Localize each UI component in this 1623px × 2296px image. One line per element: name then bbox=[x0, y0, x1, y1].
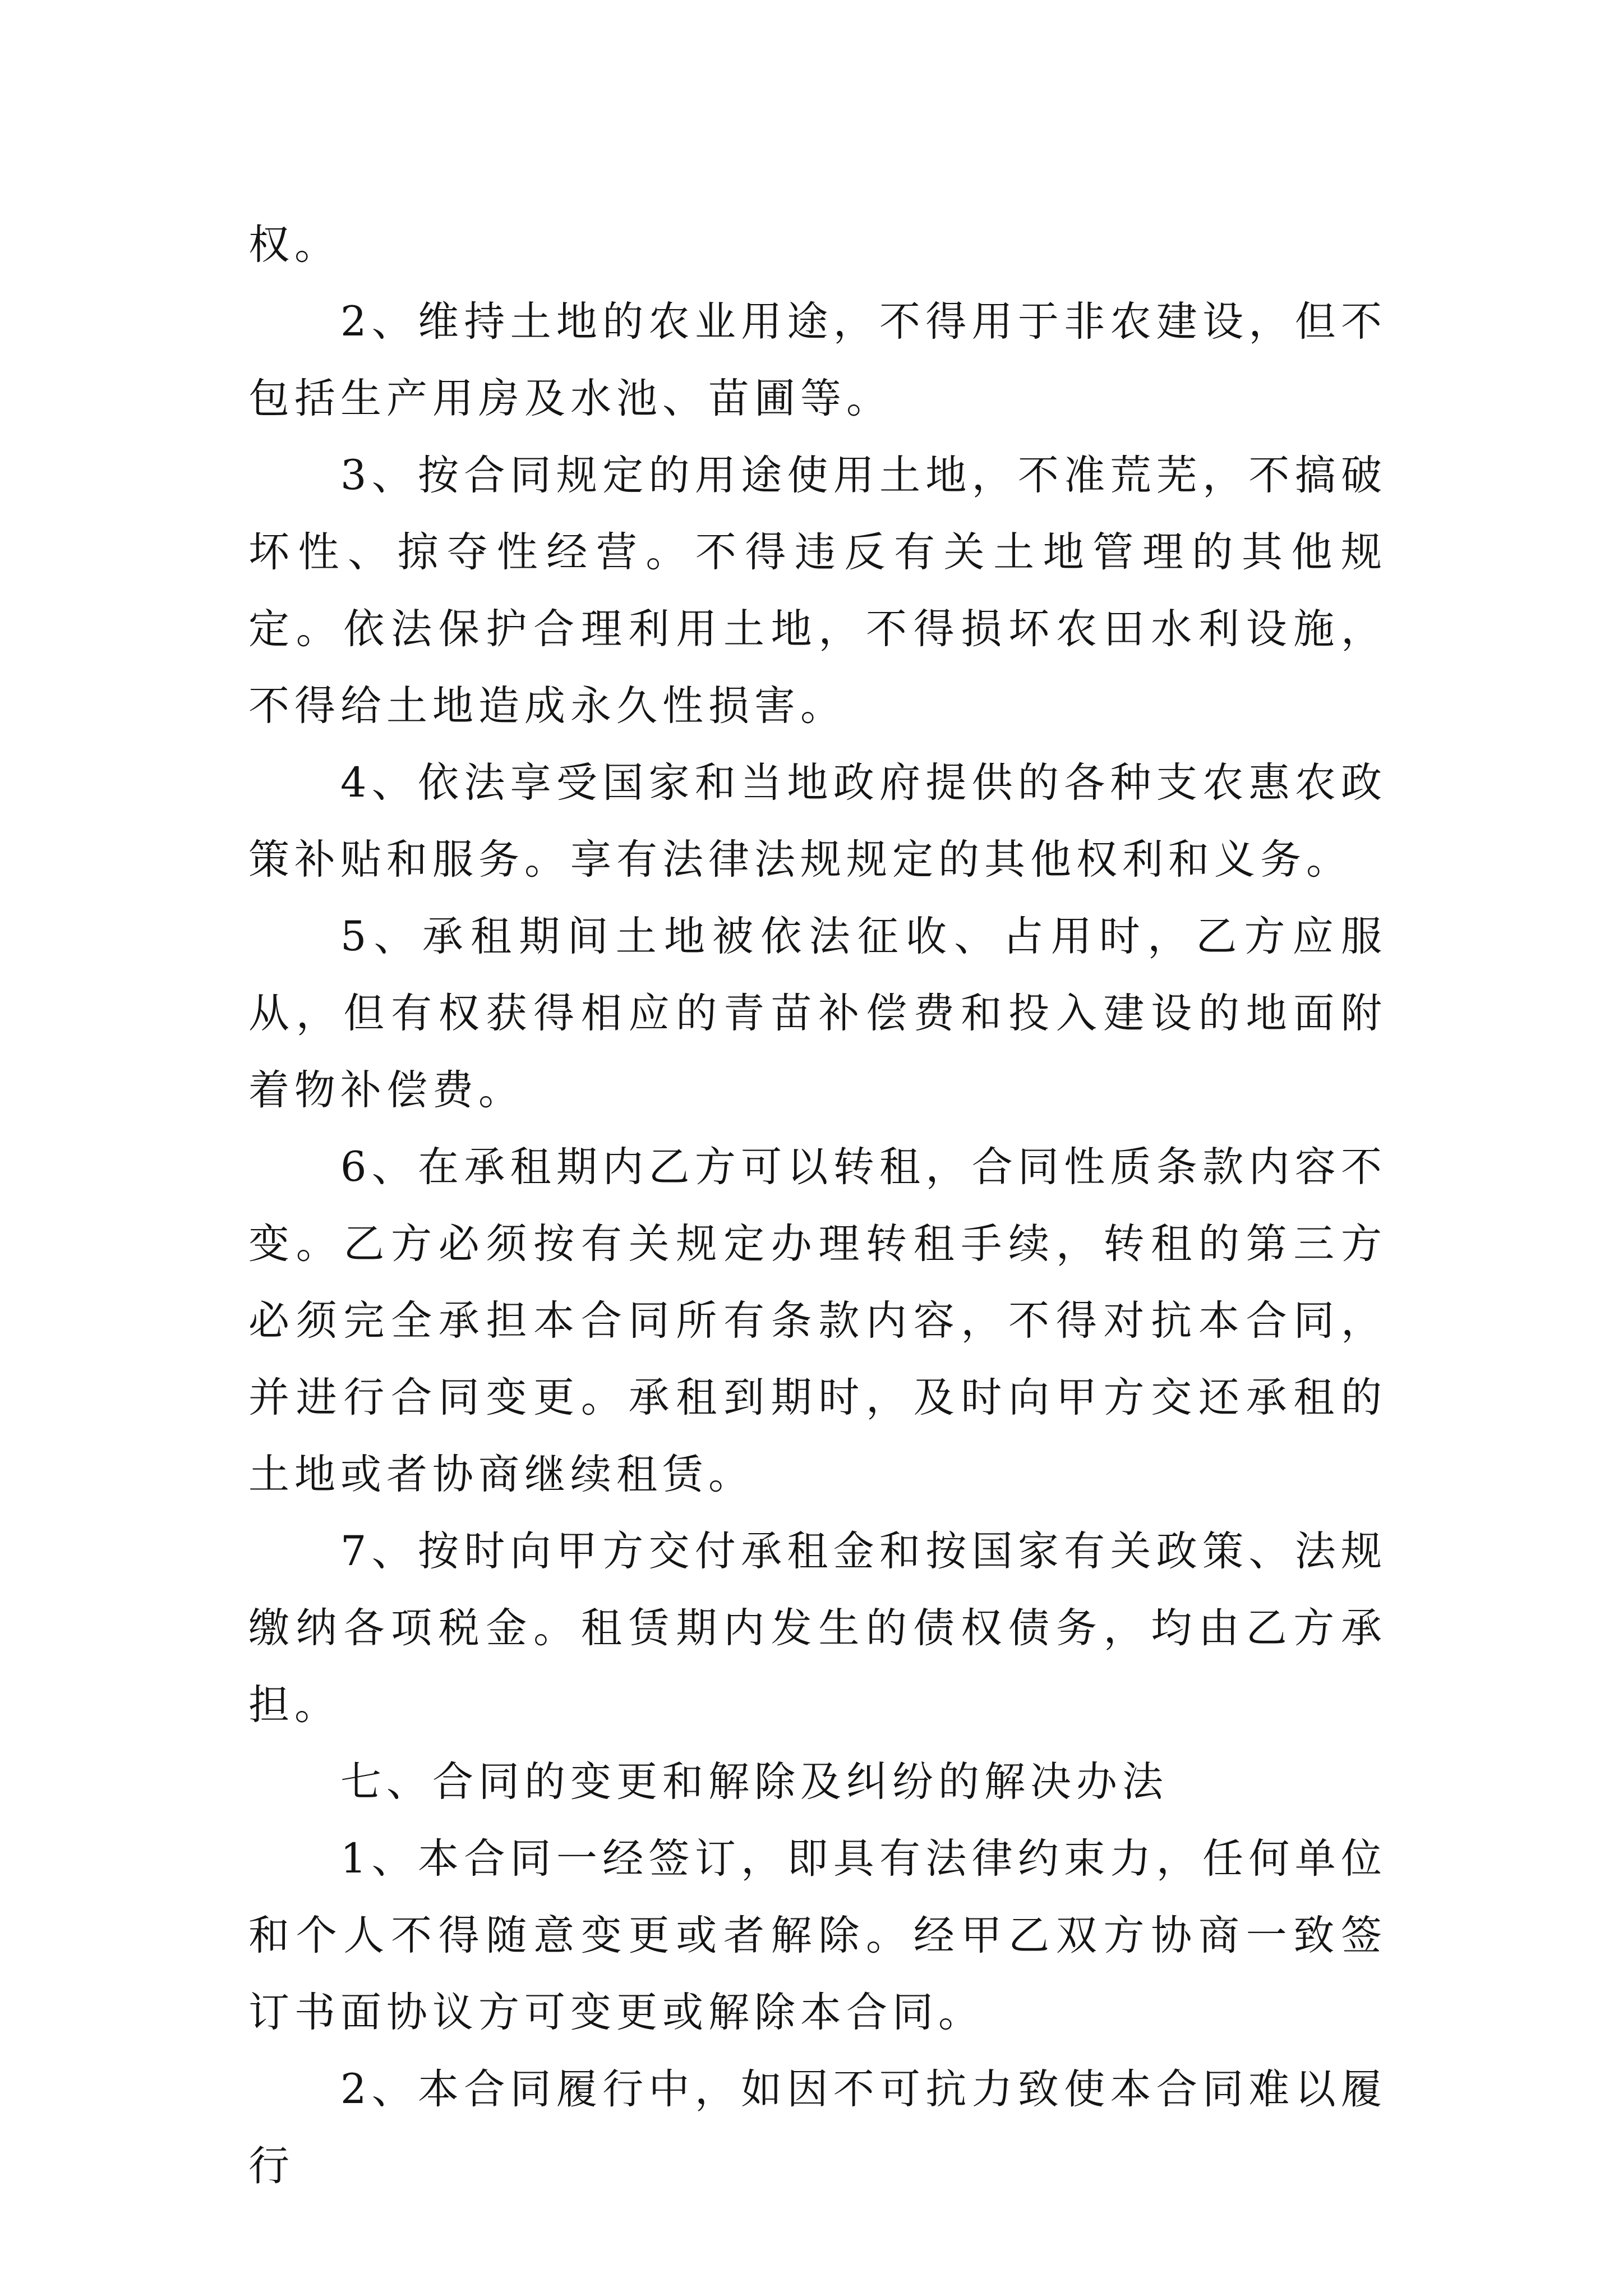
paragraph: 2、本合同履行中，如因不可抗力致使本合同难以履行 bbox=[248, 2065, 1387, 2190]
paragraph: 权。 bbox=[248, 221, 340, 269]
paragraph: 2、维持土地的农业用途，不得用于非农建设，但不包括生产用房及水池、苗圃等。 bbox=[248, 298, 1387, 422]
paragraph: 7、按时向甲方交付承租金和按国家有关政策、法规缴纳各项税金。租赁期内发生的债权债务，均由乙方承担。 bbox=[248, 1527, 1387, 1729]
section-heading: 七、合同的变更和解除及纠纷的解决办法 bbox=[340, 1758, 1168, 1806]
paragraph: 3、按合同规定的用途使用土地，不准荒芜，不搞破坏性、掠夺性经营。不得违反有关土地管理的其他规定。依法保护合理利用土地，不得损坏农田水利设施，不得给土地造成永久性损害。 bbox=[248, 452, 1387, 730]
paragraph: 6、在承租期内乙方可以转租，合同性质条款内容不变。乙方必须按有关规定办理转租手续，转租的第三方必须完全承担本合同所有条款内容，不得对抗本合同，并进行合同变更。承租到期时，及时向甲方交还承租的土地或者协商继续租赁。 bbox=[248, 1143, 1387, 1498]
paragraph: 5、承租期间土地被依法征收、占用时，乙方应服从，但有权获得相应的青苗补偿费和投入建设的地面附着物补偿费。 bbox=[248, 913, 1387, 1114]
document-body bbox=[248, 206, 1387, 2205]
paragraph: 4、依法享受国家和当地政府提供的各种支农惠农政策补贴和服务。享有法律法规规定的其他权利和义务。 bbox=[248, 759, 1387, 884]
paragraph: 1、本合同一经签订，即具有法律约束力，任何单位和个人不得随意变更或者解除。经甲乙双方协商一致签订书面协议方可变更或解除本合同。 bbox=[248, 1835, 1387, 2036]
